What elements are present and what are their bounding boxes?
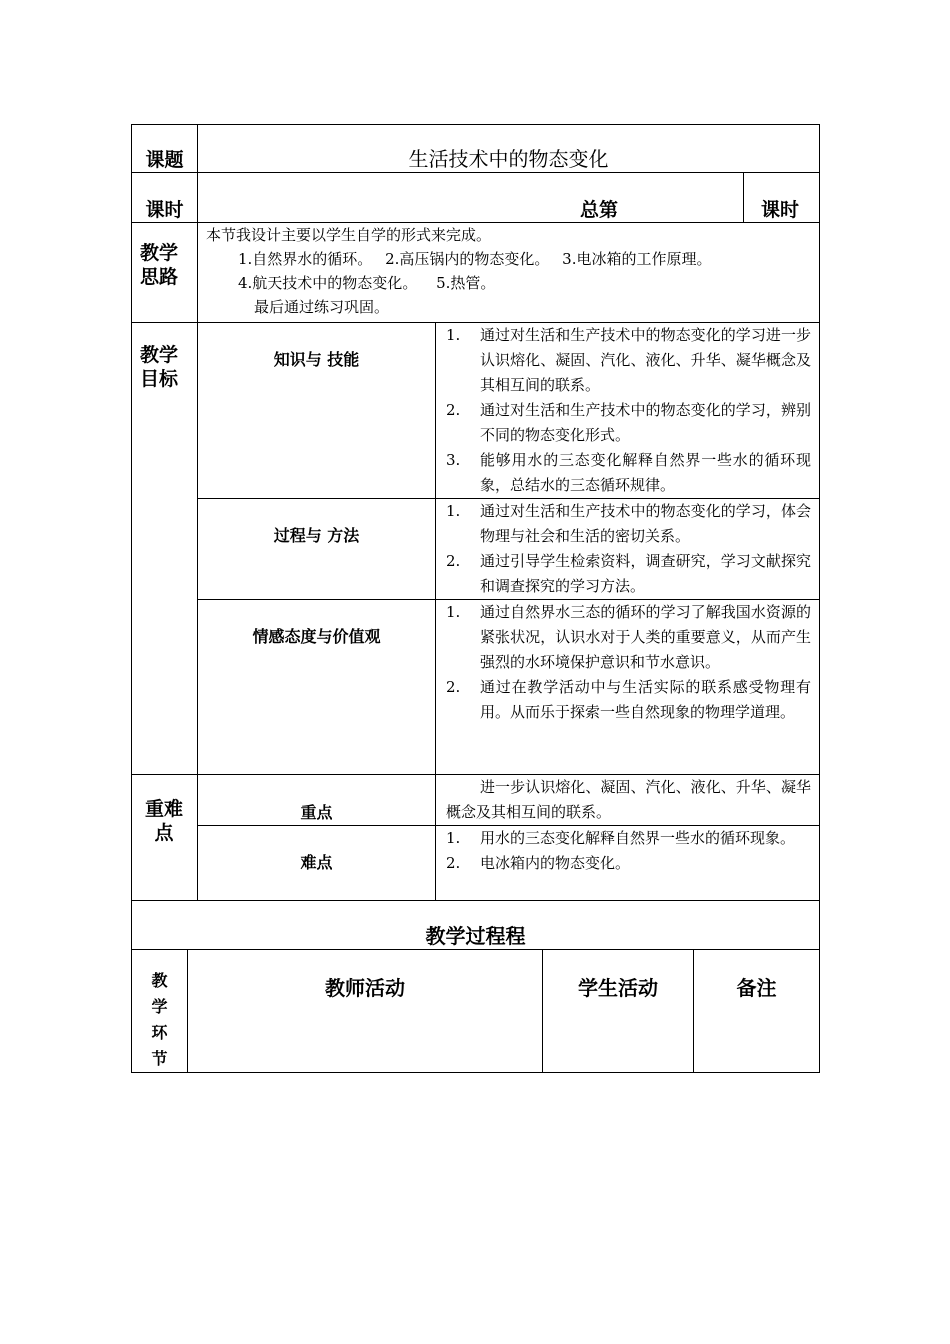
idea-label: 教学思路 xyxy=(140,242,179,288)
list-item: 1. 通过对生活和生产技术中的物态变化的学习进一步认识熔化、凝固、汽化、液化、升华、凝华概念及其相互间的联系。 xyxy=(446,326,811,394)
list-item: 1. 通过自然界水三态的循环的学习了解我国水资源的紧张状况，认识水对于人类的重要意义，从而产生强烈的水环境保护意识和节水意识。 xyxy=(446,603,811,671)
title-label: 课题 xyxy=(145,149,184,171)
difficulties-label-cell xyxy=(132,775,198,901)
difficulties-label: 重难点 xyxy=(144,798,183,844)
knowledge-label-cell xyxy=(198,323,436,499)
hours-total-cell xyxy=(580,173,820,223)
hard-label-cell xyxy=(198,826,436,901)
list-item: 1. 用水的三态变化解释自然界一些水的循环现象。 xyxy=(446,829,796,847)
student-col-cell xyxy=(543,950,694,1073)
list-item: 1. 通过对生活和生产技术中的物态变化的学习，体会物理与社会和生活的密切关系。 xyxy=(446,502,811,545)
list-item: 2. 通过在教学活动中与生活实际的联系感受物理有用。从而乐于探索一些自然现象的物理学道理。 xyxy=(446,678,811,721)
idea-line-3: 4.航天技术中的物态变化。 5.热管。 xyxy=(238,274,496,292)
emotion-content-cell xyxy=(436,600,820,775)
hours-total-row xyxy=(558,196,819,222)
idea-line-4: 最后通过练习巩固。 xyxy=(254,298,390,316)
process-list xyxy=(436,499,819,599)
key-label-cell xyxy=(198,775,436,826)
process-section-title: 教学过程程 xyxy=(425,924,526,948)
hours-label-cell xyxy=(132,173,198,223)
key-content-cell xyxy=(436,775,820,826)
key-text: 进一步认识熔化、凝固、汽化、液化、升华、凝华概念及其相互间的联系。 xyxy=(446,778,811,821)
note-col-cell xyxy=(694,950,820,1073)
knowledge-content-cell xyxy=(436,323,820,499)
list-item: 2. 通过对生活和生产技术中的物态变化的学习，辨别不同的物态变化形式。 xyxy=(446,401,811,444)
lesson-table xyxy=(131,124,820,950)
knowledge-list xyxy=(436,323,819,498)
title-label-cell xyxy=(132,125,198,173)
objectives-label: 教学目标 xyxy=(140,344,179,390)
hours-unit: 课时 xyxy=(760,199,799,221)
teacher-col-cell xyxy=(188,950,543,1073)
stage-col-label: 教学环节 xyxy=(151,971,168,1068)
hard-list xyxy=(436,826,819,876)
emotion-label-cell xyxy=(198,600,436,775)
objectives-label-cell xyxy=(132,323,198,775)
hours-label: 课时 xyxy=(145,199,184,221)
idea-label-cell xyxy=(132,223,198,323)
process-header-table xyxy=(131,950,820,1073)
list-item: 2. 电冰箱内的物态变化。 xyxy=(446,854,631,872)
hours-total: 总第 xyxy=(580,199,619,221)
lesson-title: 生活技术中的物态变化 xyxy=(408,147,609,171)
hard-content-cell xyxy=(436,826,820,901)
idea-line-1: 本节我设计主要以学生自学的形式来完成。 xyxy=(206,226,492,244)
student-col-label: 学生活动 xyxy=(578,976,658,1000)
stage-col-cell xyxy=(132,950,188,1073)
teacher-col-label: 教师活动 xyxy=(325,976,405,1000)
lesson-plan xyxy=(131,124,819,1073)
list-item: 2. 通过引导学生检索资料，调查研究，学习文献探究和调查探究的学习方法。 xyxy=(446,552,811,595)
note-col-label: 备注 xyxy=(736,976,777,1000)
emotion-label: 情感态度与价值观 xyxy=(252,627,381,646)
idea-line-2: 1.自然界水的循环。 2.高压锅内的物态变化。 3.电冰箱的工作原理。 xyxy=(238,250,712,268)
idea-content-cell xyxy=(198,223,820,323)
hard-label: 难点 xyxy=(300,853,333,872)
list-item: 3. 能够用水的三态变化解释自然界一些水的循环现象，总结水的三态循环规律。 xyxy=(446,451,811,494)
key-label: 重点 xyxy=(300,803,333,822)
process-label: 过程与 方法 xyxy=(273,526,360,545)
process-content-cell xyxy=(436,499,820,600)
emotion-list xyxy=(436,600,819,725)
process-section-title-cell xyxy=(132,901,820,950)
title-value-cell xyxy=(198,125,820,173)
process-label-cell xyxy=(198,499,436,600)
knowledge-label: 知识与 技能 xyxy=(273,350,360,369)
